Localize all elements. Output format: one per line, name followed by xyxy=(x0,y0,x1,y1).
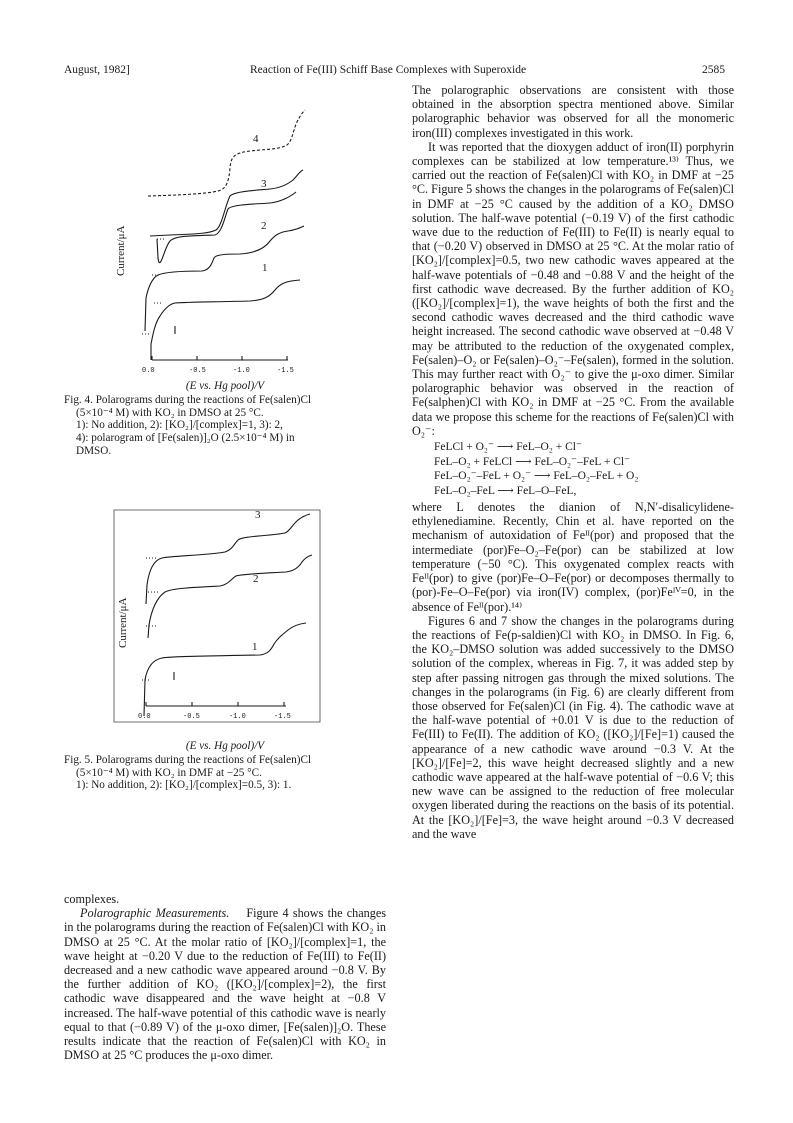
right-column-text xyxy=(412,83,734,841)
fig5-curve-2 xyxy=(148,555,312,638)
fig5-caption-line: (5×10⁻⁴ M) with KO₂ in DMF at −25 °C. xyxy=(76,766,262,779)
right-paragraph-3: where L denotes the dianion of N,N′-disalicylidene-ethylenediamine. Recently, Chin et al. have reported on the mechanism of autoxidation of Feᴵᴵ(por) and proposed that the intermediate (por)Fe–O₂–Fe(por) can be stabilized at low temperature (−50 °C). This oxygenated complex reacts with Feᴵᴵ(por) to give (por)Fe–O–Fe(por) or decomposes thermally to (por)-Fe–O–Fe(por) via iron(IV) complex, (por)Feᴵⱽ=0, in the absence of Feᴵᴵ(por).¹⁴⁾ xyxy=(412,500,734,614)
fig4-y-label: Current/μA xyxy=(115,225,127,276)
fig5-caption-line: 1): No addition, 2): [KO₂]/[complex]=0.5, 3): 1. xyxy=(76,779,292,792)
fig4-curve-base xyxy=(151,280,300,360)
figure-4-caption xyxy=(64,380,386,458)
reaction-scheme xyxy=(412,440,734,498)
figure-5-caption xyxy=(64,740,386,792)
fig5-tick-label-1: -0.5 xyxy=(183,713,200,721)
fig5-tick-label-0: 0.0 xyxy=(138,713,151,721)
left-lead-text: complexes. xyxy=(64,892,120,906)
fig4-caption-line: 4): polarogram of [Fe(salen)]₂O (2.5×10⁻⁴ M) in xyxy=(76,432,295,445)
left-paragraph-1-body: Figure 4 shows the changes in the polarograms during the reaction of Fe(salen)Cl with KO₂ in DMSO at 25 °C. At the molar ratio of [KO₂]/[complex]=1, the wave height at −0.20 V due to the reduction of Fe(III) to Fe(II) decreased and a new cathodic wave appeared around −0.8 V. By the further addition of KO₂ ([KO₂]/[complex]=2), the first cathodic wave disappeared and the wave height at −0.8 V increased. The half-wave potential of this cathodic wave is nearly equal to that (−0.89 V) of the μ-oxo dimer, [Fe(salen)]₂O. These results indicate that the reaction of Fe(salen)Cl with KO₂ in DMSO at 25 °C produces the μ-oxo dimer. xyxy=(64,906,387,1063)
left-column-text xyxy=(64,892,386,1062)
fig5-x-label: (E vs. Hg pool)/V xyxy=(185,740,265,752)
fig4-caption-line: (5×10⁻⁴ M) with KO₂ in DMSO at 25 °C. xyxy=(76,406,264,419)
fig4-tick-label-1: -0.5 xyxy=(189,367,206,375)
fig5-caption-title: Fig. 5. Polarograms during the reactions of Fe(salen)Cl xyxy=(64,753,312,766)
reaction-equation: FeL–O₂⁻–FeL + O₂⁻ ⟶ FeL–O₂–FeL + O₂ xyxy=(434,470,639,483)
fig4-curve-2 xyxy=(157,192,296,263)
figure-5 xyxy=(110,500,330,740)
right-paragraph-1: The polarographic observations are consistent with those obtained in the absorption spectra mentioned above. Similar polarographic behavior was observed for all the monomeric iron(III) complexes investigated in this work. xyxy=(412,83,734,140)
fig4-label-1: 1 xyxy=(262,262,268,274)
reaction-equation: FeL–O₂–FeL ⟶ FeL–O–FeL, xyxy=(434,484,577,497)
fig4-tick-label-0: 0.0 xyxy=(142,367,155,375)
figure-5-plot xyxy=(110,500,330,740)
fig4-caption-title: Fig. 4. Polarograms during the reactions of Fe(salen)Cl xyxy=(64,393,312,406)
reaction-equation: FeL–O₂ + FeLCl ⟶ FeL–O₂⁻–FeL + Cl⁻ xyxy=(434,455,631,468)
fig4-caption-line: 1): No addition, 2): [KO₂]/[complex]=1, 3): 2, xyxy=(76,419,283,432)
right-paragraph-2: It was reported that the dioxygen adduct of iron(II) porphyrin complexes can be stabilized at low temperature.¹³⁾ Thus, we carried out the reaction of Fe(salen)Cl with KO₂ in DMF at −25 °C. Figure 5 shows the changes in the polarograms of Fe(salen)Cl in DMF at −25 °C caused by the addition of a KO₂ DMSO solution. The half-wave potential (−0.19 V) of the first cathodic wave due to the reduction of Fe(III) to Fe(II) is nearly equal to that (−0.20 V) observed in DMSO at 25 °C. At the molar ratio of [KO₂]/[complex]=0.5, two new cathodic waves appeared at the half-wave potentials of −0.48 and −0.88 V and the height of the first cathodic wave decreased. By the further addition of KO₂ ([KO₂]/[complex]=1), the wave heights of both the first and the second cathodic waves decreased and the third cathodic wave height increased. The second cathodic wave observed at −0.48 V may be attributed to the reduction of the oxygenated complex, Fe(salen)–O₂ or Fe(salen)–O₂⁻–Fe(salen), formed in the solution. This may further react with O₂⁻ to give the μ-oxo dimer. Similar polarographic behavior was observed in the reaction of Fe(salphen)Cl with KO₂ in DMF at −25 °C. From the available data we propose this scheme for the reactions of Fe(salen)Cl with O₂⁻: xyxy=(412,139,734,438)
right-paragraph-4: Figures 6 and 7 show the changes in the polarograms during the reactions of Fe(p-saldien)Cl with KO₂ in DMSO. In Fig. 6, the KO₂–DMSO solution was added successively to the DMSO solution of the complex, whereas in Fig. 7, it was added step by step after passing nitrogen gas through the mixed solutions. The changes in the polarograms (in Fig. 6) are clearly different from those observed for Fe(salen)Cl (in Fig. 4). The cathodic wave at the half-wave potential of +0.01 V is due to the reduction of Fe(III) to Fe(II). The addition of KO₂ ([KO₂]/[Fe]=1) caused the appearance of a new cathodic wave around −0.3 V. At the [KO₂]/[Fe]=2, this wave height decreased slightly and a new cathodic wave appeared at the half-wave potential of −0.6 V; this new wave can be assigned to the reduction of free molecular oxygen liberated during the reactions on the basis of its potential. At the [KO₂]/[Fe]=3, the wave height around −0.3 V decreased and the wave xyxy=(412,613,734,841)
fig5-tick-label-2: -1.0 xyxy=(229,713,246,721)
header-page-number: 2585 xyxy=(702,64,725,76)
section-heading: Polarographic Measurements. xyxy=(80,906,230,921)
left-paragraph-1 xyxy=(64,906,386,1062)
fig4-curve-3 xyxy=(150,170,303,236)
fig4-curve-4 xyxy=(148,110,305,196)
fig5-label-1: 1 xyxy=(252,641,258,653)
fig4-x-label: (E vs. Hg pool)/V xyxy=(185,380,265,392)
fig4-label-4: 4 xyxy=(253,133,259,145)
figure-4-plot xyxy=(110,98,330,380)
fig5-y-label: Current/μA xyxy=(117,597,129,648)
fig4-tick-label-3: -1.5 xyxy=(277,367,294,375)
fig5-curve-1 xyxy=(144,623,306,716)
reaction-equation: FeLCl + O₂⁻ ⟶ FeL–O₂ + Cl⁻ xyxy=(434,441,583,454)
fig4-caption-line: DMSO. xyxy=(76,444,112,457)
fig4-label-3: 3 xyxy=(261,178,267,190)
header-date: August, 1982] xyxy=(64,64,130,76)
fig5-label-2: 2 xyxy=(253,573,259,585)
fig5-label-3: 3 xyxy=(255,509,261,521)
figure-4 xyxy=(110,98,330,380)
fig4-label-2: 2 xyxy=(261,220,267,232)
fig4-tick-label-2: -1.0 xyxy=(233,367,250,375)
fig5-tick-label-3: -1.5 xyxy=(274,713,291,721)
header-title: Reaction of Fe(III) Schiff Base Complexes with Superoxide xyxy=(250,64,527,76)
